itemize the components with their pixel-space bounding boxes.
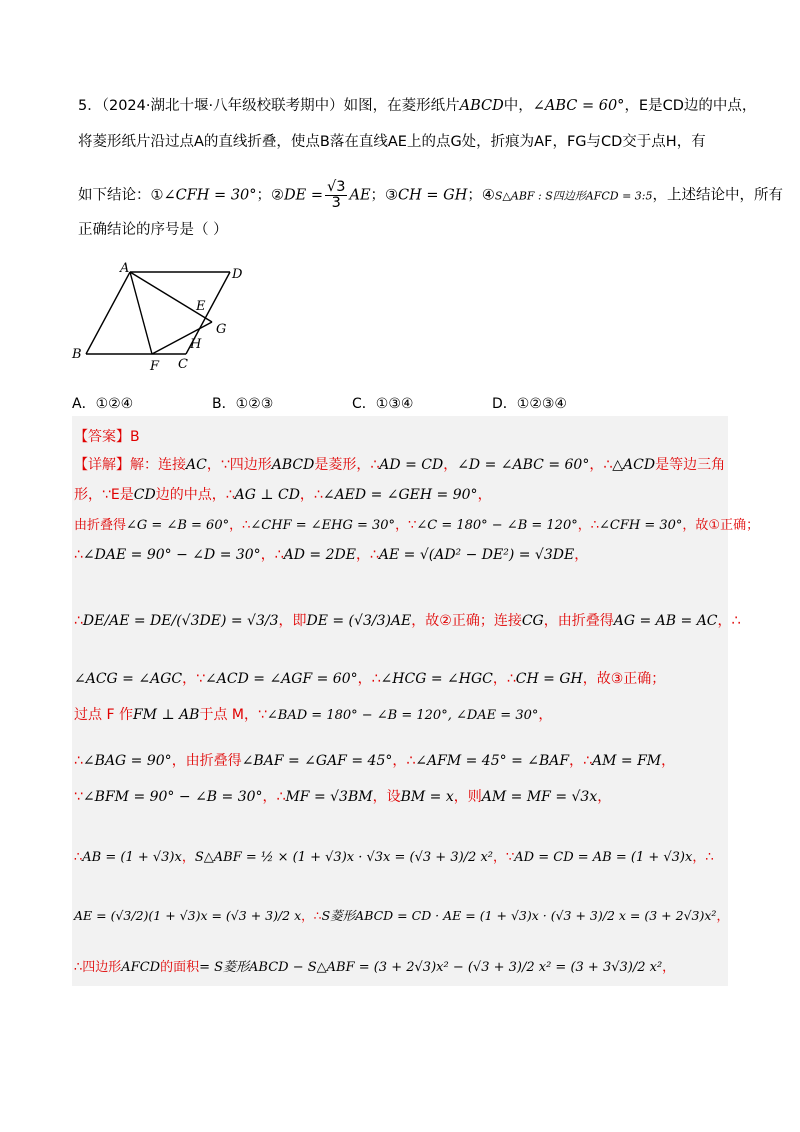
solution-line-12: ∴四边形AFCD的面积= S菱形ABCD − S△ABF = (3 + 2√3)x² − (√3 + 3)/2 x² = (3 + 3√3)/2 x²， [74,960,676,975]
question-line-3 [78,179,783,211]
conclusion-2b: AE [349,187,371,204]
label-g: G [216,322,227,337]
angle-abc: ∠ABC = 60° [532,98,625,114]
question-text: ；③ [370,187,399,204]
fraction-sqrt3-over-3: $\frac{√3}{3}$ [327,179,346,211]
conclusion-4: S△ABF : S四边形AFCD = 3:5 [494,189,653,203]
solution-line-5: ∴DE/AE = DE/(√3DE) = √3/3，即DE = (√3/3)AE，故②正确；连接CG，由折叠得AG = AB = AC，∴ [74,613,741,629]
label-b: B [72,347,82,362]
question-text: 正确结论的序号是（ ） [78,222,228,238]
conclusion-3: CH = GH [398,187,468,204]
solution-line-11: AE = (√3/2)(1 + √3)x = (√3 + 3)/2 x，∴S菱形ABCD = CD · AE = (1 + √3)x · (√3 + 3)/2 x = (3 + 2√3)x²， [74,908,729,923]
conclusion-1: ∠CFH = 30° [163,187,257,204]
rhombus-name: ABCD [459,98,504,114]
label-f: F [150,359,160,374]
question-line-2 [78,128,728,156]
question-text: 中， [503,98,533,114]
line-ag [130,272,212,322]
solution-panel [72,416,760,986]
solution-line-1: 【详解】解：连接AC，∵四边形ABCD是菱形，∴AD = CD，∠D = ∠ABC = 60°，∴△ACD是等边三角 [74,457,726,473]
label-d: D [232,267,243,282]
edge-ab [86,272,130,354]
question-text: 如下结论：① [78,187,164,204]
segment-fg [152,322,212,354]
question-line-4 [78,216,728,244]
solution-line-6: ∠ACG = ∠AGC，∵∠ACD = ∠AGF = 60°，∴∠HCG = ∠HGC，∴CH = GH，故③正确； [74,671,666,687]
option-a[interactable]: A．①②④ [72,396,134,412]
question-line-1 [78,92,757,120]
question-block [78,92,783,244]
question-text: ，E是CD边的中点， [624,98,757,114]
solution-line-4: ∴∠DAE = 90° − ∠D = 30°，∴AD = 2DE，∴AE = √(AD² − DE²) = √3DE， [74,547,589,563]
crease-af [130,272,152,354]
rhombus-figure [66,258,266,376]
solution-line-9: ∵∠BFM = 90° − ∠B = 30°，∴MF = √3BM，设BM = x，则AM = MF = √3x， [74,789,612,805]
conclusion-2a: DE = [284,187,323,204]
label-e: E [196,299,206,314]
solution-line-8: ∴∠BAG = 90°，由折叠得∠BAF = ∠GAF = 45°，∴∠AFM = 45° = ∠BAF，∴AM = FM， [74,753,676,769]
question-text: 将菱形纸片沿过点A的直线折叠，使点B落在直线AE上的点G处，折痕为AF，FG与CD交于点H，有 [78,134,706,150]
question-text: ，上述结论中，所有 [652,187,783,204]
solution-line-2: 形，∵E是CD边的中点，∴AG ⊥ CD，∴∠AED = ∠GEH = 90°， [74,487,492,503]
option-c[interactable]: C．①③④ [352,396,414,412]
label-a: A [120,261,130,276]
solution-line-7: 过点 F 作FM ⊥ AB于点 M，∵∠BAD = 180° − ∠B = 120°, ∠DAE = 30°， [74,707,553,723]
option-d[interactable]: D．①②③④ [492,396,567,412]
label-c: C [178,357,188,372]
label-h: H [190,337,202,352]
solution-line-10: ∴AB = (1 + √3)x，S△ABF = ½ × (1 + √3)x · √3x = (√3 + 3)/2 x²，∵AD = CD = AB = (1 + √3)x，∴ [74,850,714,865]
answer-tag: 【答案】B [74,429,140,445]
question-text: ；④ [467,187,495,204]
solution-line-3: 由折叠得∠G = ∠B = 60°，∴∠CHF = ∠EHG = 30°，∵∠C = 180° − ∠B = 120°，∴∠CFH = 30°，故①正确； [74,518,760,533]
option-b[interactable]: B．①②③ [212,396,274,412]
question-text: ；② [256,187,285,204]
question-intro: 5．（2024·湖北十堰·八年级校联考期中）如图，在菱形纸片 [78,98,460,114]
